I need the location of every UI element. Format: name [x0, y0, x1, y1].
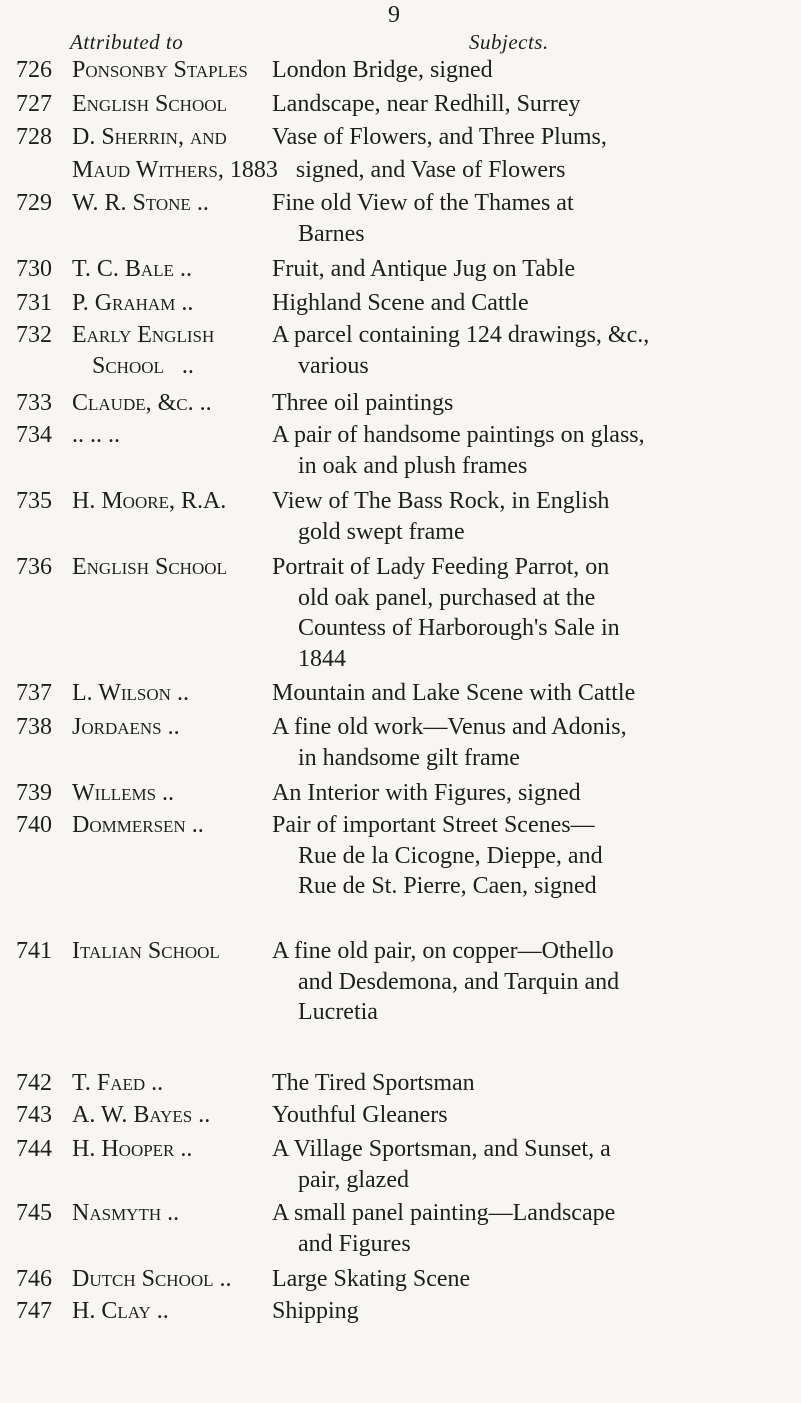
leader-dots: .. — [167, 1200, 180, 1226]
lot-artist — [72, 1198, 272, 1229]
subject-line: London Bridge, signed — [272, 57, 493, 83]
leader-dots: .. — [167, 714, 180, 740]
lot-subject — [272, 1134, 792, 1195]
lot-subject — [272, 1264, 792, 1295]
lot-subject — [272, 778, 792, 809]
leader-dots: .. — [181, 352, 194, 379]
column-header-subjects: Subjects. — [469, 30, 549, 54]
subject-line: 1844 — [298, 645, 346, 672]
artist-name: T. Faed — [72, 1070, 146, 1096]
lot-subject — [272, 55, 792, 86]
lot-artist — [72, 320, 272, 381]
lot-number: 740 — [16, 812, 52, 838]
subject-line: Rue de la Cicogne, Dieppe, and — [298, 842, 603, 869]
artist-name: Maud Withers, 1883 — [72, 157, 278, 183]
lot-number: 738 — [16, 714, 52, 740]
subject-line: Landscape, near Redhill, Surrey — [272, 91, 581, 117]
lot-artist — [72, 122, 272, 153]
lot-subject — [272, 1296, 792, 1327]
lot-subject — [272, 254, 792, 285]
artist-name: Italian School — [72, 938, 220, 964]
subject-line: pair, glazed — [298, 1166, 409, 1193]
subject-line: Large Skating Scene — [272, 1266, 471, 1292]
leader-dots: .. — [180, 1136, 193, 1162]
lot-artist — [72, 288, 272, 319]
lot-number: 728 — [16, 124, 52, 150]
leader-dots: .. — [162, 780, 175, 806]
column-header-attributed: Attributed to — [70, 30, 184, 54]
artist-name: L. Wilson — [72, 680, 171, 706]
lot-number: 739 — [16, 780, 52, 806]
lot-subject — [272, 388, 792, 419]
lot-subject — [272, 188, 792, 249]
subject-line: A small panel painting—Landscape — [272, 1200, 616, 1226]
lot-number: 726 — [16, 57, 52, 83]
lot-subject — [272, 1068, 792, 1099]
lot-artist — [72, 89, 272, 120]
lot-number: 744 — [16, 1136, 52, 1162]
artist-name-cont: School — [92, 352, 164, 379]
subject-line: Portrait of Lady Feeding Parrot, on — [272, 554, 610, 580]
subject-line: old oak panel, purchased at the — [298, 584, 596, 611]
artist-name: A. W. Bayes — [72, 1102, 193, 1128]
subject-line: Pair of important Street Scenes— — [272, 812, 595, 838]
artist-name: Ponsonby Staples — [72, 57, 248, 83]
subject-line: A fine old work—Venus and Adonis, — [272, 714, 627, 740]
artist-name: Nasmyth — [72, 1200, 162, 1226]
artist-name: Dutch School — [72, 1266, 214, 1292]
subject-line: Three oil paintings — [272, 390, 454, 416]
lot-subject — [272, 712, 792, 773]
lot-subject — [272, 89, 792, 120]
artist-name: Claude, &c. — [72, 390, 194, 416]
lot-number: 736 — [16, 554, 52, 580]
artist-name: English School — [72, 91, 227, 117]
lot-artist — [72, 1134, 272, 1165]
subject-line: Fruit, and Antique Jug on Table — [272, 256, 576, 282]
artist-name: Jordaens — [72, 714, 162, 740]
lot-artist — [72, 486, 272, 517]
lot-number: 743 — [16, 1102, 52, 1128]
subject-line: A fine old pair, on copper—Othello — [272, 938, 614, 964]
lot-artist — [72, 188, 272, 219]
continuation-line — [72, 155, 565, 186]
subject-line: various — [298, 352, 369, 379]
subject-line: and Figures — [298, 1230, 411, 1257]
lot-number: 735 — [16, 488, 52, 514]
lot-subject — [272, 936, 792, 1028]
subject-line: A Village Sportsman, and Sunset, a — [272, 1136, 611, 1162]
subject-line: A pair of handsome paintings on glass, — [272, 422, 645, 448]
lot-number: 729 — [16, 190, 52, 216]
lot-subject — [272, 1198, 792, 1259]
leader-dots: .. — [176, 680, 189, 706]
lot-number: 747 — [16, 1298, 52, 1324]
lot-number: 742 — [16, 1070, 52, 1096]
subject-line: View of The Bass Rock, in English — [272, 488, 610, 514]
lot-artist — [72, 810, 272, 841]
page-number: 9 — [388, 2, 400, 28]
subject-line: The Tired Sportsman — [272, 1070, 475, 1096]
lot-subject — [272, 810, 792, 902]
lot-artist — [72, 1068, 272, 1099]
subject-line: Youthful Gleaners — [272, 1102, 448, 1128]
lot-number: 741 — [16, 938, 52, 964]
leader-dots: .. — [156, 1298, 169, 1324]
lot-subject — [272, 1100, 792, 1131]
lot-number: 746 — [16, 1266, 52, 1292]
subject-line: and Desdemona, and Tarquin and — [298, 968, 620, 995]
lot-number: 727 — [16, 91, 52, 117]
subject-line: Vase of Flowers, and Three Plums, — [272, 124, 607, 150]
lot-subject — [272, 288, 792, 319]
artist-name: H. Moore, R.A. — [72, 488, 227, 514]
lot-subject — [272, 320, 792, 381]
lot-artist — [72, 552, 272, 583]
leader-dots: .. — [151, 1070, 164, 1096]
artist-name: Dommersen — [72, 812, 186, 838]
subject-line: signed, and Vase of Flowers — [295, 157, 566, 183]
lot-artist — [72, 1296, 272, 1327]
artist-name: P. Graham — [72, 290, 176, 316]
leader-dots: .. — [199, 390, 212, 416]
artist-name: T. C. Bale — [72, 256, 174, 282]
lot-subject — [272, 486, 792, 547]
lot-artist — [72, 55, 272, 86]
lot-artist — [72, 388, 272, 419]
lot-subject — [272, 678, 792, 709]
leader-dots: .. — [198, 1102, 211, 1128]
artist-name: H. Hooper — [72, 1136, 175, 1162]
leader-dots: .. — [181, 290, 194, 316]
subject-line: Shipping — [272, 1298, 359, 1324]
subject-line: Rue de St. Pierre, Caen, signed — [298, 873, 597, 899]
artist-name: H. Clay — [72, 1298, 151, 1324]
lot-artist — [72, 778, 272, 809]
subject-line: Fine old View of the Thames at — [272, 190, 574, 216]
subject-line: Mountain and Lake Scene with Cattle — [272, 680, 636, 706]
lot-number: 730 — [16, 256, 52, 282]
lot-artist — [72, 1100, 272, 1131]
lot-artist — [72, 420, 272, 451]
lot-artist — [72, 678, 272, 709]
subject-line: Highland Scene and Cattle — [272, 290, 529, 316]
lot-artist — [72, 1264, 272, 1295]
subject-line: Barnes — [298, 220, 365, 247]
artist-name: D. Sherrin, and — [72, 124, 227, 150]
subject-line: in oak and plush frames — [298, 452, 528, 479]
artist-name: Early English — [72, 322, 215, 348]
lot-artist — [72, 936, 272, 967]
leader-dots: .. — [196, 190, 209, 216]
subject-line: gold swept frame — [298, 518, 465, 545]
lot-number: 731 — [16, 290, 52, 316]
artist-name: W. R. Stone — [72, 190, 191, 216]
subject-line: in handsome gilt frame — [298, 744, 520, 771]
subject-line: Countess of Harborough's Sale in — [298, 615, 620, 641]
subject-line: A parcel containing 124 drawings, &c., — [272, 322, 650, 348]
lot-number: 733 — [16, 390, 52, 416]
subject-line: Lucretia — [298, 999, 378, 1025]
subject-line: An Interior with Figures, signed — [272, 780, 581, 806]
lot-subject — [272, 420, 792, 481]
lot-subject — [272, 122, 792, 153]
lot-number: 732 — [16, 322, 52, 348]
leader-dots: .. — [179, 256, 192, 282]
leader-dots: .. — [191, 812, 204, 838]
lot-number: 734 — [16, 422, 52, 448]
lot-subject — [272, 552, 792, 674]
artist-name: English School — [72, 554, 227, 580]
leader-dots: .. .. .. — [72, 422, 120, 448]
leader-dots: .. — [219, 1266, 232, 1292]
artist-name: Willems — [72, 780, 157, 806]
lot-number: 737 — [16, 680, 52, 706]
lot-artist — [72, 712, 272, 743]
lot-number: 745 — [16, 1200, 52, 1226]
lot-artist — [72, 254, 272, 285]
